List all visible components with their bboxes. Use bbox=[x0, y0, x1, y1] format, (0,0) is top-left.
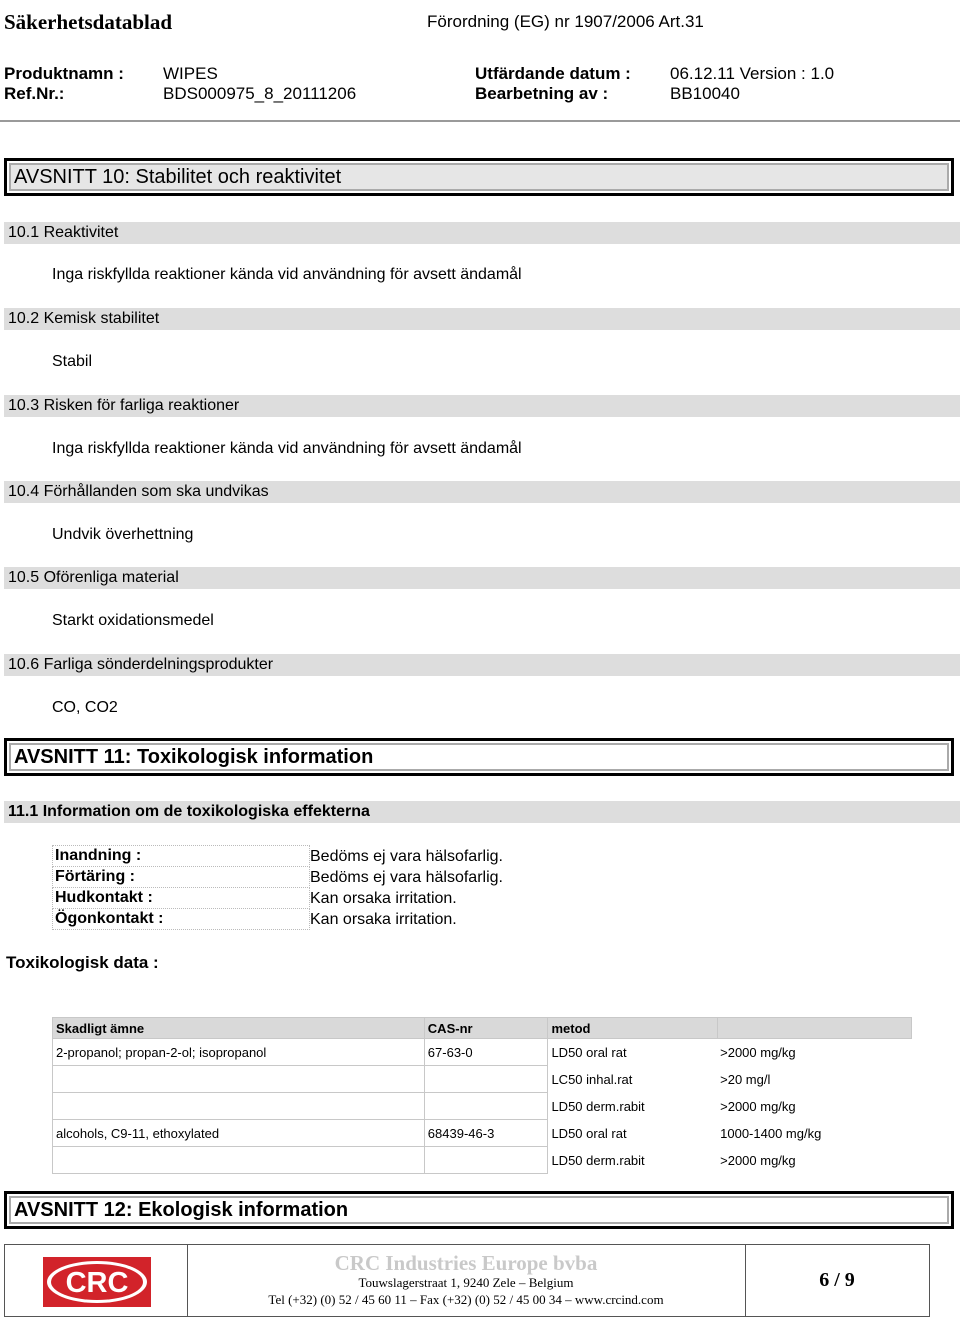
table-cell: LC50 inhal.rat bbox=[551, 1071, 633, 1087]
table-cell: 68439-46-3 bbox=[424, 1120, 548, 1147]
route-value: Bedöms ej vara hälsofarlig. bbox=[310, 869, 503, 886]
section-12-title: AVSNITT 12: Ekologisk information bbox=[14, 1198, 349, 1221]
table-cell: 67-63-0 bbox=[424, 1039, 548, 1066]
crc-logo-icon bbox=[43, 1257, 151, 1307]
toxicology-table bbox=[52, 1017, 912, 1174]
company-name: CRC Industries Europe bvba bbox=[334, 1251, 598, 1275]
exposure-routes-values bbox=[310, 846, 503, 930]
table-cell: LD50 derm.rabit bbox=[551, 1098, 645, 1114]
subsection-10-2-text: Stabil bbox=[52, 353, 93, 370]
table-cell bbox=[53, 1147, 425, 1174]
table-cell: >20 mg/l bbox=[720, 1071, 771, 1087]
table-row bbox=[53, 1120, 912, 1147]
toxicological-data-label: Toxikologisk data : bbox=[6, 953, 159, 972]
issue-date-label: Utfärdande datum : bbox=[475, 64, 631, 83]
table-header-row bbox=[53, 1018, 912, 1039]
table-cell bbox=[424, 1093, 548, 1120]
edited-by-value: BB10040 bbox=[670, 84, 740, 103]
company-address: Touwslagerstraat 1, 9240 Zele – Belgium bbox=[358, 1275, 574, 1290]
company-contact: Tel (+32) (0) 52 / 45 60 11 – Fax (+32) (0) 52 / 45 00 34 – www.crcind.com bbox=[268, 1292, 664, 1307]
subsection-10-5: 10.5 Oförenliga material bbox=[4, 567, 960, 589]
table-cell bbox=[424, 1066, 548, 1093]
table-cell: LD50 oral rat bbox=[551, 1044, 627, 1060]
table-cell: >2000 mg/kg bbox=[720, 1044, 796, 1060]
column-header-value bbox=[717, 1018, 911, 1039]
subsection-10-1-text: Inga riskfyllda reaktioner kända vid användning för avsett ändamål bbox=[52, 266, 522, 283]
table-cell: alcohols, C9-11, ethoxylated bbox=[53, 1120, 425, 1147]
subsection-10-4-text: Undvik överhettning bbox=[52, 526, 194, 543]
header-divider bbox=[0, 120, 960, 122]
section-11-title: AVSNITT 11: Toxikologisk information bbox=[14, 745, 374, 768]
section-10-title: AVSNITT 10: Stabilitet och reaktivitet bbox=[14, 165, 342, 188]
subsection-10-3-text: Inga riskfyllda reaktioner kända vid användning för avsett ändamål bbox=[52, 440, 522, 457]
regulation-reference: Förordning (EG) nr 1907/2006 Art.31 bbox=[427, 12, 704, 31]
section-10-header bbox=[4, 158, 954, 196]
table-cell: >2000 mg/kg bbox=[720, 1098, 796, 1114]
product-name-value: WIPES bbox=[163, 64, 218, 83]
subsection-10-6: 10.6 Farliga sönderdelningsprodukter bbox=[4, 654, 960, 676]
table-cell: 1000-1400 mg/kg bbox=[720, 1125, 822, 1141]
route-label: Hudkontakt : bbox=[53, 888, 310, 909]
table-cell: >2000 mg/kg bbox=[720, 1152, 796, 1168]
table-cell bbox=[424, 1147, 548, 1174]
route-label: Ögonkontakt : bbox=[53, 909, 310, 930]
route-value: Bedöms ej vara hälsofarlig. bbox=[310, 848, 503, 865]
section-12-header bbox=[4, 1191, 954, 1229]
table-row bbox=[53, 1039, 912, 1066]
subsection-10-2: 10.2 Kemisk stabilitet bbox=[4, 308, 960, 330]
edited-by-label: Bearbetning av : bbox=[475, 84, 609, 103]
column-header-substance: Skadligt ämne bbox=[53, 1018, 425, 1039]
subsection-10-5-text: Starkt oxidationsmedel bbox=[52, 612, 214, 629]
exposure-routes-table bbox=[52, 845, 310, 930]
page-footer bbox=[4, 1244, 930, 1317]
subsection-10-3: 10.3 Risken för farliga reaktioner bbox=[4, 395, 960, 417]
ref-number-value: BDS000975_8_20111206 bbox=[163, 84, 357, 103]
table-cell: 2-propanol; propan-2-ol; isopropanol bbox=[53, 1039, 425, 1066]
table-cell bbox=[53, 1093, 425, 1120]
subsection-10-1: 10.1 Reaktivitet bbox=[4, 222, 960, 244]
issue-date-value: 06.12.11 Version : 1.0 bbox=[670, 64, 835, 83]
document-title: Säkerhetsdatablad bbox=[4, 10, 173, 34]
column-header-method: metod bbox=[548, 1018, 717, 1039]
product-name-label: Produktnamn : bbox=[4, 64, 124, 83]
ref-number-label: Ref.Nr.: bbox=[4, 84, 65, 103]
route-label: Förtäring : bbox=[53, 867, 310, 888]
table-row bbox=[53, 1147, 912, 1174]
table-row bbox=[53, 1066, 912, 1093]
logo-text: CRC bbox=[65, 1267, 129, 1299]
column-header-cas: CAS-nr bbox=[424, 1018, 548, 1039]
route-value: Kan orsaka irritation. bbox=[310, 890, 457, 907]
table-row bbox=[53, 1093, 912, 1120]
route-value: Kan orsaka irritation. bbox=[310, 911, 457, 928]
table-cell bbox=[53, 1066, 425, 1093]
section-11-header bbox=[4, 738, 954, 776]
table-cell: LD50 derm.rabit bbox=[551, 1152, 645, 1168]
table-cell: LD50 oral rat bbox=[551, 1125, 627, 1141]
subsection-10-6-text: CO, CO2 bbox=[52, 699, 118, 716]
route-label: Inandning : bbox=[53, 846, 310, 867]
page-number: 6 / 9 bbox=[819, 1269, 855, 1291]
subsection-10-4: 10.4 Förhållanden som ska undvikas bbox=[4, 481, 960, 503]
subsection-11-1: 11.1 Information om de toxikologiska effekterna bbox=[4, 801, 960, 823]
